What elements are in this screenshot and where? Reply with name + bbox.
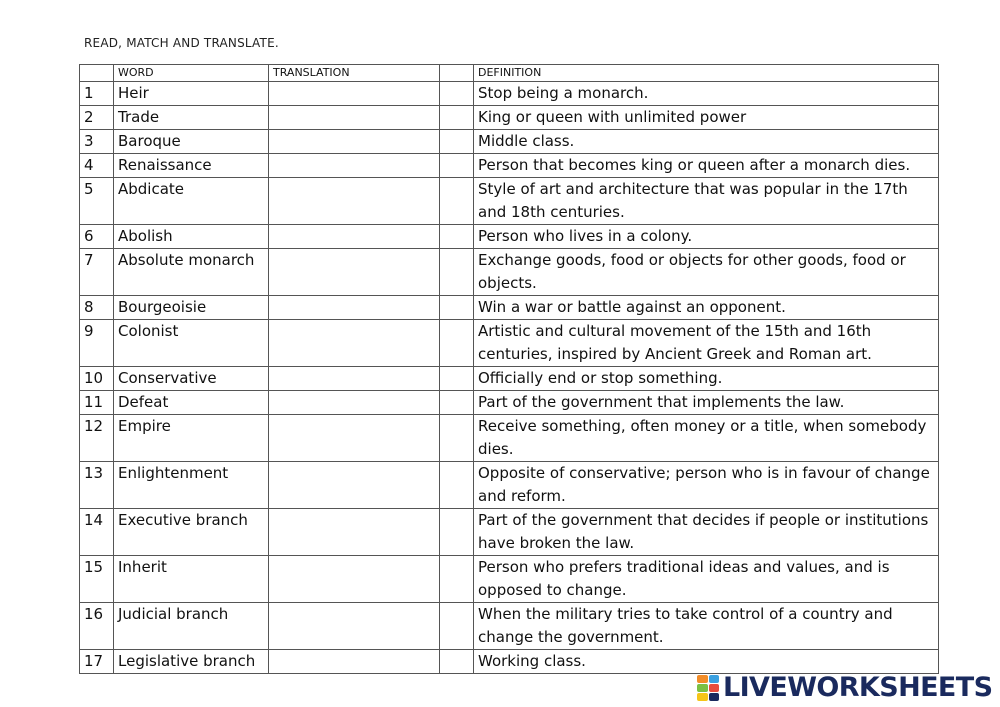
row-word: Bourgeoisie xyxy=(114,296,269,320)
row-number: 11 xyxy=(80,391,114,415)
header-definition: DEFINITION xyxy=(474,65,939,82)
match-cell[interactable] xyxy=(440,391,474,415)
row-number: 1 xyxy=(80,82,114,106)
row-number: 16 xyxy=(80,603,114,650)
row-definition: Part of the government that implements the law. xyxy=(474,391,939,415)
liveworksheets-logo xyxy=(697,671,992,705)
translation-cell[interactable] xyxy=(269,130,440,154)
row-definition: Style of art and architecture that was popular in the 17th and 18th centuries. xyxy=(474,178,939,225)
row-definition: Officially end or stop something. xyxy=(474,367,939,391)
row-word: Baroque xyxy=(114,130,269,154)
table-row xyxy=(80,391,939,415)
row-word: Defeat xyxy=(114,391,269,415)
translation-cell[interactable] xyxy=(269,154,440,178)
row-number: 8 xyxy=(80,296,114,320)
header-translation: TRANSLATION xyxy=(269,65,440,82)
row-definition: Person who lives in a colony. xyxy=(474,225,939,249)
row-number: 4 xyxy=(80,154,114,178)
row-number: 3 xyxy=(80,130,114,154)
logo-block xyxy=(709,693,720,701)
row-number: 15 xyxy=(80,556,114,603)
row-word: Abolish xyxy=(114,225,269,249)
row-word: Legislative branch xyxy=(114,650,269,674)
row-definition: Win a war or battle against an opponent. xyxy=(474,296,939,320)
row-number: 5 xyxy=(80,178,114,225)
row-definition: Person who prefers traditional ideas and values, and is opposed to change. xyxy=(474,556,939,603)
table-row xyxy=(80,154,939,178)
row-definition: Middle class. xyxy=(474,130,939,154)
row-word: Conservative xyxy=(114,367,269,391)
table-row xyxy=(80,106,939,130)
logo-block xyxy=(709,675,720,683)
liveworksheets-wordmark: LIVEWORKSHEETS xyxy=(723,672,993,703)
logo-block xyxy=(697,684,708,692)
logo-block xyxy=(697,675,708,683)
row-word: Renaissance xyxy=(114,154,269,178)
translation-cell[interactable] xyxy=(269,462,440,509)
table-row xyxy=(80,178,939,225)
row-word: Absolute monarch xyxy=(114,249,269,296)
table-row xyxy=(80,603,939,650)
table-row xyxy=(80,650,939,674)
translation-cell[interactable] xyxy=(269,320,440,367)
table-row xyxy=(80,82,939,106)
translation-cell[interactable] xyxy=(269,603,440,650)
row-word: Abdicate xyxy=(114,178,269,225)
translation-cell[interactable] xyxy=(269,82,440,106)
match-cell[interactable] xyxy=(440,415,474,462)
table-row xyxy=(80,509,939,556)
match-cell[interactable] xyxy=(440,82,474,106)
row-word: Colonist xyxy=(114,320,269,367)
match-cell[interactable] xyxy=(440,603,474,650)
row-word: Empire xyxy=(114,415,269,462)
match-cell[interactable] xyxy=(440,320,474,367)
translation-cell[interactable] xyxy=(269,249,440,296)
row-definition: Exchange goods, food or objects for other goods, food or objects. xyxy=(474,249,939,296)
translation-cell[interactable] xyxy=(269,367,440,391)
row-word: Judicial branch xyxy=(114,603,269,650)
worksheet-title: READ, MATCH AND TRANSLATE. xyxy=(84,36,279,50)
row-number: 10 xyxy=(80,367,114,391)
table-header-row xyxy=(80,65,939,82)
row-number: 7 xyxy=(80,249,114,296)
header-blank xyxy=(440,65,474,82)
translation-cell[interactable] xyxy=(269,296,440,320)
table-row xyxy=(80,249,939,296)
logo-block xyxy=(709,684,720,692)
row-number: 12 xyxy=(80,415,114,462)
table-row xyxy=(80,296,939,320)
translation-cell[interactable] xyxy=(269,178,440,225)
row-definition: When the military tries to take control of a country and change the government. xyxy=(474,603,939,650)
translation-cell[interactable] xyxy=(269,650,440,674)
translation-cell[interactable] xyxy=(269,106,440,130)
match-cell[interactable] xyxy=(440,178,474,225)
table-row xyxy=(80,130,939,154)
table-row xyxy=(80,556,939,603)
row-definition: Stop being a monarch. xyxy=(474,82,939,106)
match-cell[interactable] xyxy=(440,249,474,296)
table-row xyxy=(80,225,939,249)
match-cell[interactable] xyxy=(440,154,474,178)
match-cell[interactable] xyxy=(440,106,474,130)
row-word: Inherit xyxy=(114,556,269,603)
vocabulary-table xyxy=(79,64,939,674)
table-row xyxy=(80,367,939,391)
row-definition: Part of the government that decides if people or institutions have broken the law. xyxy=(474,509,939,556)
row-definition: Working class. xyxy=(474,650,939,674)
match-cell[interactable] xyxy=(440,509,474,556)
row-number: 14 xyxy=(80,509,114,556)
row-number: 6 xyxy=(80,225,114,249)
match-cell[interactable] xyxy=(440,296,474,320)
translation-cell[interactable] xyxy=(269,415,440,462)
match-cell[interactable] xyxy=(440,556,474,603)
match-cell[interactable] xyxy=(440,462,474,509)
translation-cell[interactable] xyxy=(269,225,440,249)
row-definition: Person that becomes king or queen after a monarch dies. xyxy=(474,154,939,178)
match-cell[interactable] xyxy=(440,650,474,674)
row-number: 17 xyxy=(80,650,114,674)
translation-cell[interactable] xyxy=(269,509,440,556)
table-row xyxy=(80,320,939,367)
match-cell[interactable] xyxy=(440,130,474,154)
row-number: 13 xyxy=(80,462,114,509)
row-definition: Opposite of conservative; person who is in favour of change and reform. xyxy=(474,462,939,509)
row-word: Trade xyxy=(114,106,269,130)
match-cell[interactable] xyxy=(440,367,474,391)
row-number: 2 xyxy=(80,106,114,130)
match-cell[interactable] xyxy=(440,225,474,249)
liveworksheets-mark-icon xyxy=(697,675,719,701)
translation-cell[interactable] xyxy=(269,391,440,415)
row-definition: King or queen with unlimited power xyxy=(474,106,939,130)
row-number: 9 xyxy=(80,320,114,367)
table-row xyxy=(80,462,939,509)
row-word: Enlightenment xyxy=(114,462,269,509)
row-definition: Artistic and cultural movement of the 15th and 16th centuries, inspired by Ancient Greek and Roman art. xyxy=(474,320,939,367)
row-definition: Receive something, often money or a title, when somebody dies. xyxy=(474,415,939,462)
table-body xyxy=(80,82,939,674)
row-word: Executive branch xyxy=(114,509,269,556)
row-word: Heir xyxy=(114,82,269,106)
header-word: WORD xyxy=(114,65,269,82)
header-number xyxy=(80,65,114,82)
translation-cell[interactable] xyxy=(269,556,440,603)
table-row xyxy=(80,415,939,462)
logo-block xyxy=(697,693,708,701)
